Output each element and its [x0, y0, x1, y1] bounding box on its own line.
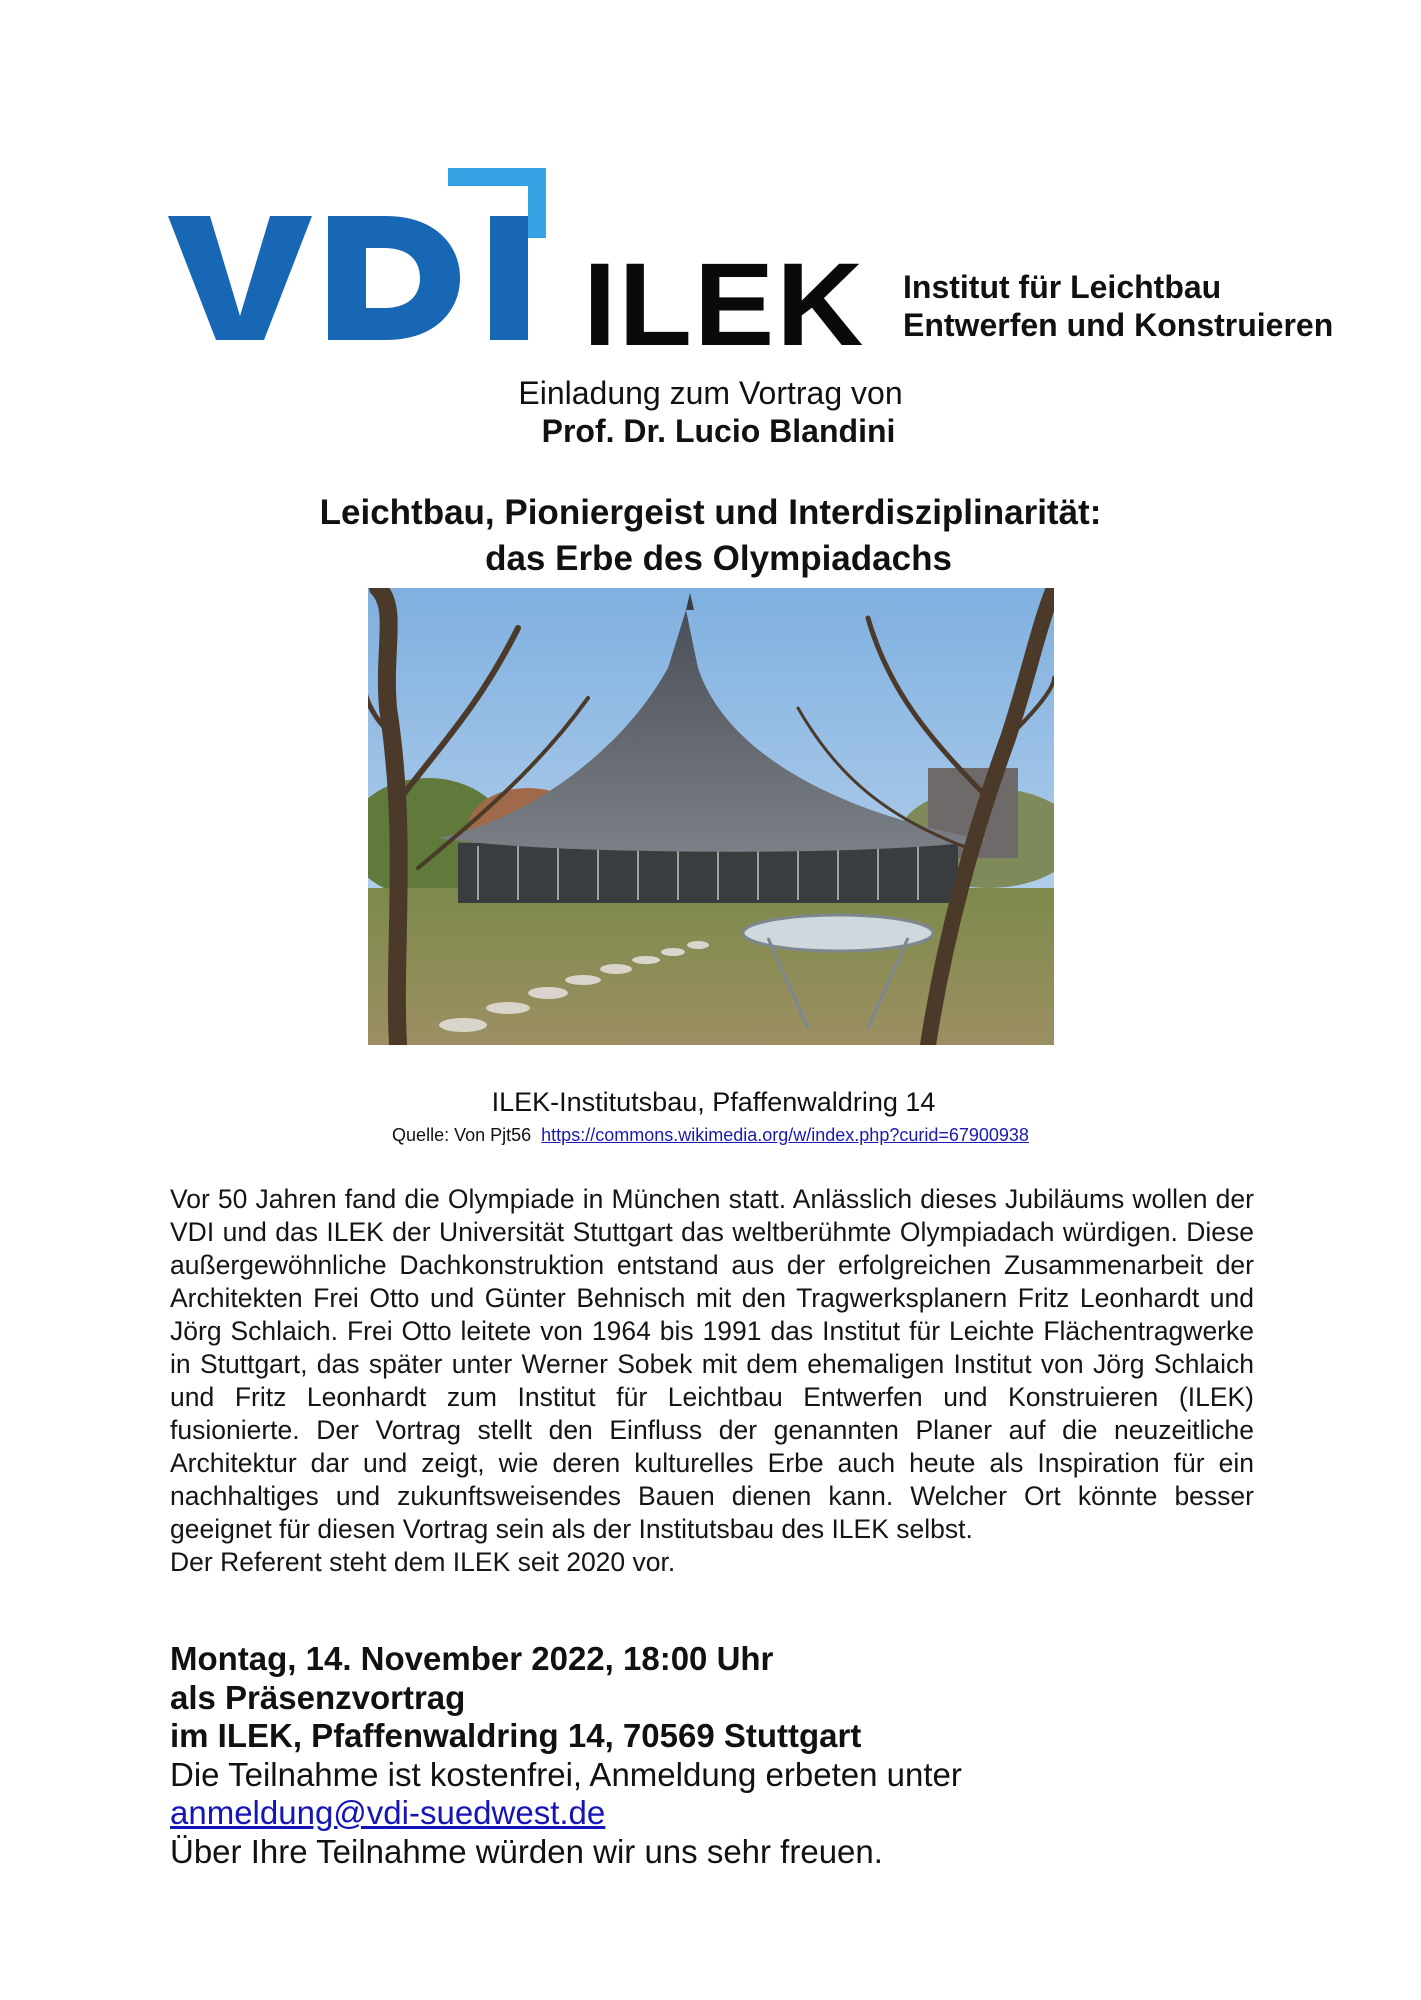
photo-source: [0, 1124, 1421, 1146]
ilek-building-photo: [368, 588, 1054, 1045]
event-location: im ILEK, Pfaffenwaldring 14, 70569 Stuttgart: [170, 1717, 862, 1754]
lecture-title-line1: Leichtbau, Pioniergeist und Interdisziplinarität:: [319, 493, 1102, 532]
vdi-logo: [168, 168, 546, 344]
photo-source-link[interactable]: https://commons.wikimedia.org/w/index.php?curid=67900938: [541, 1125, 1029, 1145]
invitation-heading: Einladung zum Vortrag von: [518, 375, 903, 411]
closing-note: Über Ihre Teilnahme würden wir uns sehr freuen.: [170, 1832, 883, 1870]
ilek-subtitle-line2: Entwerfen und Konstruieren: [903, 307, 1334, 343]
photo-caption: ILEK-Institutsbau, Pfaffenwaldring 14: [491, 1087, 936, 1117]
speaker-name: Prof. Dr. Lucio Blandini: [541, 413, 896, 449]
event-details: [170, 1640, 1270, 1871]
photo-source-label: Quelle: Von Pjt56: [392, 1125, 532, 1145]
event-date: Montag, 14. November 2022, 18:00 Uhr: [170, 1640, 774, 1677]
registration-email-link[interactable]: anmeldung@vdi-suedwest.de: [170, 1794, 606, 1831]
registration-note: Die Teilnahme ist kostenfrei, Anmeldung erbeten unter: [170, 1755, 962, 1793]
description-last-line: Der Referent steht dem ILEK seit 2020 vor.: [170, 1547, 676, 1577]
ilek-logo: ILEK: [583, 239, 866, 371]
event-format: als Präsenzvortrag: [170, 1678, 466, 1716]
ilek-subtitle: [903, 268, 1333, 344]
ilek-subtitle-line1: Institut für Leichtbau: [903, 269, 1222, 305]
description-paragraph: Vor 50 Jahren fand die Olympiade in München statt. Anlässlich dieses Jubiläums wollen der VDI und das ILEK der Universität Stuttgart das weltberühmte Olympiadach würdigen. Diese außergewöhnliche Dachkonstruktion entstand aus der erfolgreichen Zusammenarbeit der Architekten Frei Otto und Günter Behnisch mit den Tragwerksplanern Fritz Leonhardt und Jörg Schlaich. Frei Otto leitete von 1964 bis 1991 das Institut für Leichte Flächentragwerke in Stuttgart, das später unter Werner Sobek mit dem ehemaligen Institut von Jörg Schlaich und Fritz Leonhardt zum Institut für Leichtbau Entwerfen und Konstruieren (ILEK) fusionierte. Der Vortrag stellt den Einfluss der genannten Planer auf die neuzeitliche Architektur dar und zeigt, wie deren kulturelles Erbe auch heute als Inspiration für ein nachhaltiges und zukunftsweisendes Bauen dienen kann. Welcher Ort könnte besser geeignet für diesen Vortrag sein als der Institutsbau des ILEK selbst.: [170, 1184, 1254, 1544]
lecture-description: [170, 1183, 1254, 1579]
lecture-title-line2: das Erbe des Olympiadachs: [485, 539, 952, 578]
